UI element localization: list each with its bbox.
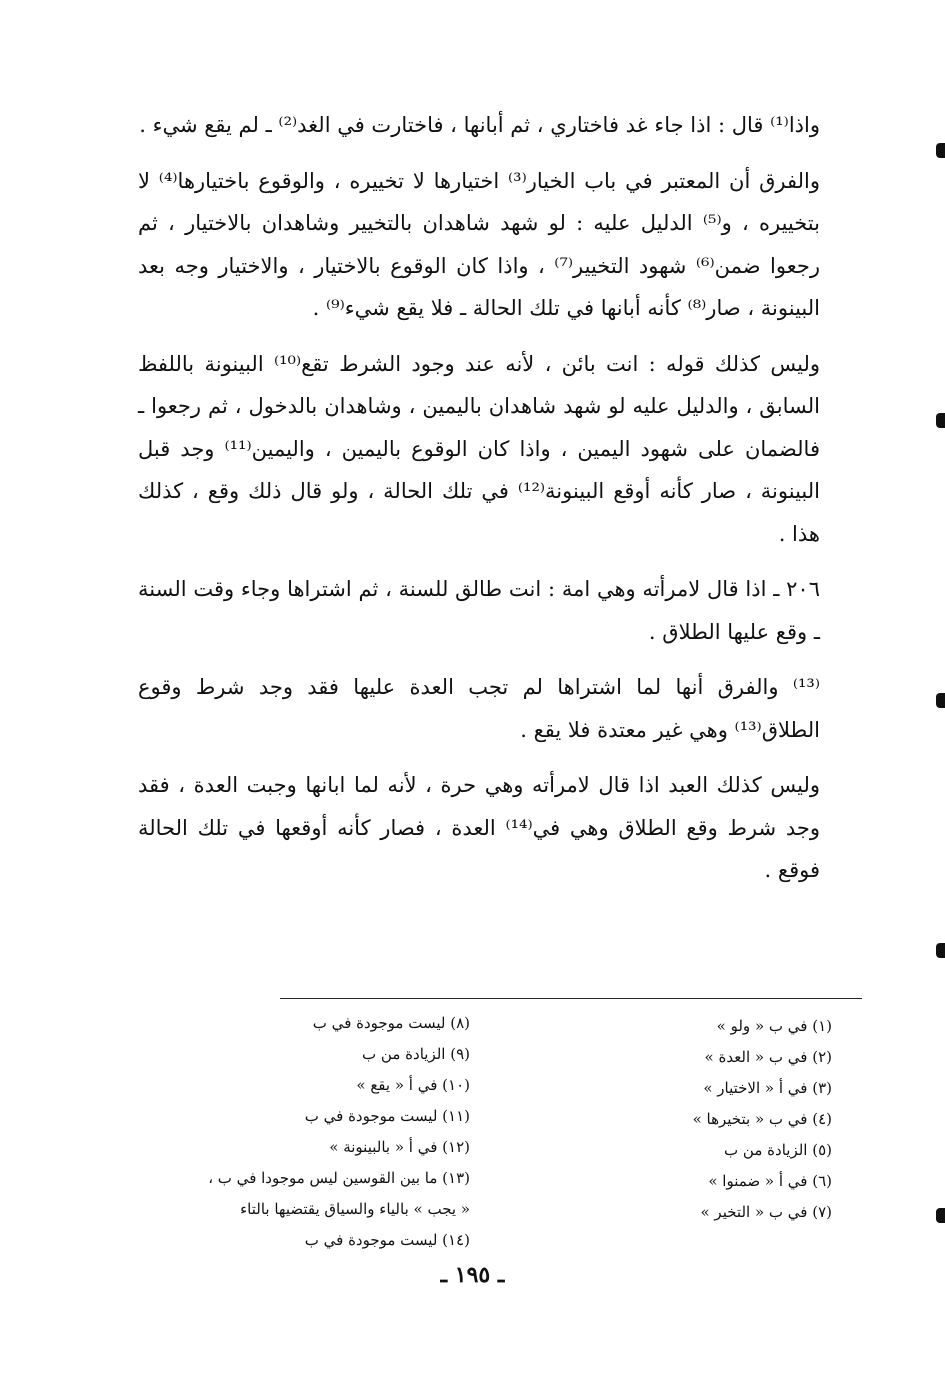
paragraph: ٢٠٦ ـ اذا قال لامرأته وهي امة : انت طالق للسنة ، ثم اشتراها وجاء وقت السنة ـ وقع عليها الطلاق . bbox=[138, 577, 820, 644]
paragraph: ⁽¹³⁾ والفرق أنها لما اشتراها لم تجب العدة عليها فقد وجد شرط وقوع الطلاق⁽¹³⁾ وهي غير معتدة فلا يقع . bbox=[138, 675, 820, 742]
main-text bbox=[138, 104, 820, 905]
footnotes-left-column bbox=[150, 1008, 470, 1256]
binding-hole-mark bbox=[936, 143, 945, 158]
footnote: (٣) في أ « الاختيار » bbox=[703, 1079, 832, 1097]
footnote: « يجب » بالياء والسياق يقتضيها بالتاء bbox=[240, 1200, 470, 1218]
binding-hole-mark bbox=[936, 693, 945, 708]
footnote-divider bbox=[280, 998, 862, 999]
footnote: (٦) في أ « ضمنوا » bbox=[708, 1172, 832, 1190]
footnotes-right-column bbox=[600, 1011, 832, 1228]
footnote: (١٣) ما بين القوسين ليس موجودا في ب ، bbox=[208, 1169, 470, 1187]
paragraph: والفرق أن المعتبر في باب الخيار⁽³⁾ اختيارها لا تخييره ، والوقوع باختيارها⁽⁴⁾ لا بتخييره ، و⁽⁵⁾ الدليل عليه : لو شهد شاهدان بالتخيير وشاهدان بالاختيار ، ثم رجعوا ضمن⁽⁶⁾ شهود التخيير⁽⁷⁾ ، واذا كان الوقوع بالاختيار ، والاختيار وجه بعد البينونة ، صار⁽⁸⁾ كأنه أبانها في تلك الحالة ـ فلا يقع شيء⁽⁹⁾ . bbox=[138, 168, 820, 320]
footnote: (٧) في ب « التخير » bbox=[700, 1203, 832, 1221]
binding-hole-mark bbox=[936, 1208, 945, 1223]
binding-hole-mark bbox=[936, 413, 945, 428]
footnote: (٨) ليست موجودة في ب bbox=[312, 1014, 470, 1032]
footnote: (١٤) ليست موجودة في ب bbox=[304, 1231, 470, 1249]
binding-hole-mark bbox=[936, 943, 945, 958]
footnote: (٥) الزيادة من ب bbox=[724, 1141, 832, 1159]
footnote: (١١) ليست موجودة في ب bbox=[304, 1107, 470, 1125]
footnote: (٤) في ب « بتخيرها » bbox=[692, 1110, 832, 1128]
paragraph: وليس كذلك العبد اذا قال لامرأته وهي حرة ، لأنه لما ابانها وجبت العدة ، فقد وجد شرط وقع الطلاق وهي في⁽¹⁴⁾ العدة ، فصار كأنه أوقعها في تلك الحالة فوقع . bbox=[138, 773, 820, 882]
paragraph: وليس كذلك قوله : انت بائن ، لأنه عند وجود الشرط تقع⁽¹⁰⁾ البينونة باللفظ السابق ، والدليل عليه لو شهد شاهدان باليمين ، وشاهدان بالدخول ، ثم رجعوا ـ فالضمان على شهود اليمين ، واذا كان الوقوع باليمين ، واليمين⁽¹¹⁾ وجد قبل البينونة ، صار كأنه أوقع البينونة⁽¹²⁾ في تلك الحالة ، ولو قال ذلك وقع ، كذلك هذا . bbox=[138, 351, 820, 546]
footnote: (١) في ب « ولو » bbox=[716, 1017, 832, 1035]
paragraph: واذا⁽¹⁾ قال : اذا جاء غد فاختاري ، ثم أبانها ، فاختارت في الغد⁽²⁾ ـ لم يقع شيء . bbox=[139, 113, 820, 137]
footnote: (١٢) في أ « بالبينونة » bbox=[329, 1138, 470, 1156]
page-number: ـ ١٩٥ ـ bbox=[440, 1262, 505, 1288]
footnote: (٩) الزيادة من ب bbox=[362, 1045, 470, 1063]
footnote: (١٠) في أ « يقع » bbox=[356, 1076, 470, 1094]
footnote: (٢) في ب « العدة » bbox=[704, 1048, 832, 1066]
